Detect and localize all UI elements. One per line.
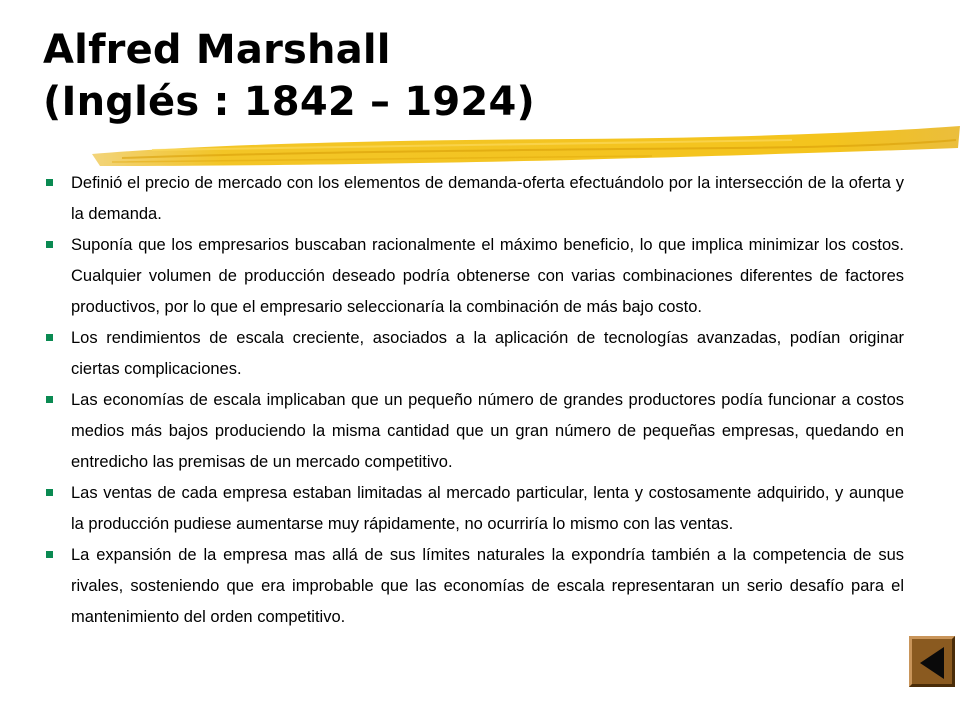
- square-bullet-icon: [46, 179, 53, 186]
- bullet-text-2: Suponía que los empresarios buscaban racionalmente el máximo beneficio, lo que implica minimizar los costos. Cualquier volumen de producción deseado podría obtenerse con varias combinaciones diferentes de factores productivos, por lo que el empresario seleccionaría la combinación de más bajo costo.: [71, 236, 904, 316]
- square-bullet-icon: [46, 396, 53, 403]
- bullet-text-3: Los rendimientos de escala creciente, asociados a la aplicación de tecnologías avanzadas, podían originar ciertas complicaciones.: [71, 329, 904, 378]
- bullet-item-4: [42, 385, 904, 478]
- square-bullet-icon: [46, 551, 53, 558]
- square-bullet-icon: [46, 489, 53, 496]
- bullet-text-4: Las economías de escala implicaban que un pequeño número de grandes productores podía funcionar a costos medios más bajos produciendo la misma cantidad que un gran número de pequeñas empresas, quedando en entredicho las premisas de un mercado competitivo.: [71, 391, 904, 471]
- bullet-item-1: [42, 168, 904, 230]
- title-line-2: (Inglés : 1842 – 1924): [43, 79, 535, 125]
- bullet-item-6: [42, 540, 904, 633]
- back-navigation-button[interactable]: [909, 636, 955, 687]
- slide-title: [43, 24, 535, 128]
- title-line-1: Alfred Marshall: [43, 27, 391, 73]
- bullet-item-5: [42, 478, 904, 540]
- square-bullet-icon: [46, 241, 53, 248]
- bullet-text-1: Definió el precio de mercado con los elementos de demanda-oferta efectuándolo por la intersección de la oferta y la demanda.: [71, 174, 904, 223]
- bullet-list: [42, 168, 904, 633]
- bullet-item-2: [42, 230, 904, 323]
- bullet-item-3: [42, 323, 904, 385]
- back-arrow-icon: [920, 647, 944, 679]
- bullet-text-5: Las ventas de cada empresa estaban limitadas al mercado particular, lenta y costosamente adquirido, y aunque la producción pudiese aumentarse muy rápidamente, no ocurriría lo mismo con las ventas.: [71, 484, 904, 533]
- square-bullet-icon: [46, 334, 53, 341]
- bullet-text-6: La expansión de la empresa mas allá de sus límites naturales la expondría también a la competencia de sus rivales, sosteniendo que era improbable que las economías de escala representaran un serio desafío para el mantenimiento del orden competitivo.: [71, 546, 904, 626]
